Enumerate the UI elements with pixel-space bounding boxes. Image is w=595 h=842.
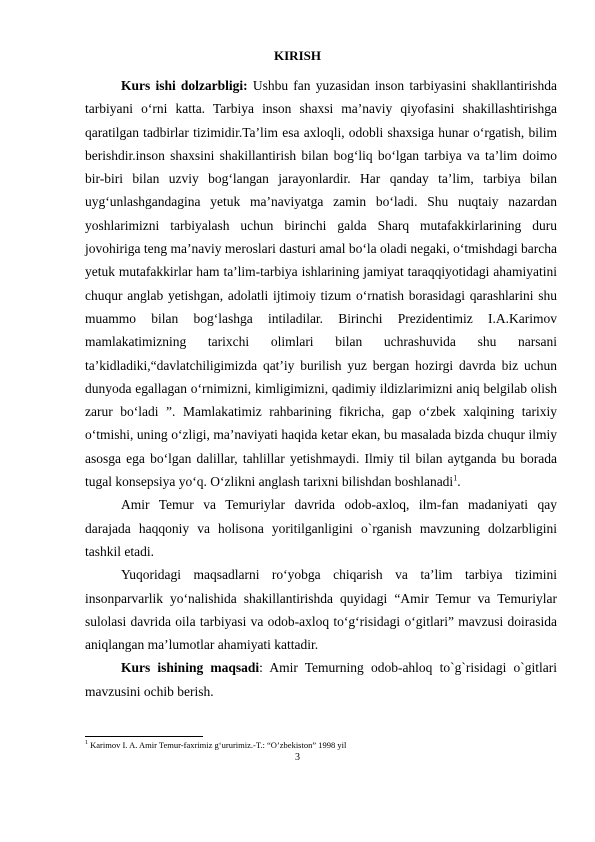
- relevance-label: Kurs ishi dolzarbligi:: [121, 78, 248, 93]
- section-heading: KIRISH: [274, 48, 321, 63]
- paragraph-purpose: [85, 656, 557, 703]
- purpose-label: Kurs ishining maqsadi: [121, 660, 260, 676]
- footnote-mark: 1: [85, 740, 88, 747]
- relevance-text: Ushbu fan yuzasidan inson tarbiyasini shakllantirishda tarbiyani o‘rni katta. Tarbiya inson shaxsi ma’naviy qiyofasini shakillashtirishga qaratilgan tadbirlar tizimidir.Ta’lim esa axloqli, odobli shaxsiga hunar o‘rgatish, bilim berishdir.inson shaxsini shakillantirish bilan bog‘liq bo‘lgan tarbiya va ta’lim doimo bir-biri bilan uzviy bog‘langan jarayonlardir. Har qanday ta’lim, tarbiya bilan uyg‘unlashgandagina yetuk ma’naviyatga zamin bo‘ladi. Shu nuqtaiy nazardan yoshlarimizni tarbiyalash uchun birinchi galda Sharq mutafakkirlarining duru jovohiriga teng ma’naviy meroslari dasturi amal bo‘la oladi negaki, o‘tmishdagi barcha yetuk mutafakkirlar ham ta’lim-tarbiya ishlarining jamiyat taraqqiyotidagi ahamiyatini chuqur anglab yetishgan, adolatli ijtimoiy tizum o‘rnatish borasidagi qarashlarini shu muammo bilan bog‘lashga intiladilar. Birinchi Prezidentimiz I.A.Karimov mamlakatimizning tarixchi olimlari bilan uchrashuvida shu narsani ta’kidladiki,“davlatchiligimizda qat’iy burilish yuz bergan hozirgi davrda biz uchun dunyoda egallagan o‘rnimizni, kimligimizni, qadimiy ildizlarimizni aniq belgilab olish zarur bo‘ladi ”. Mamlakatimiz rahbarining fikricha, gap o‘zbek xalqining tarixiy o‘tmishi, uning o‘zligi, ma’naviyati haqida ketar ekan, bu masalada bizda chuqur ilmiy asosga ega bo‘lgan dalillar, tahlillar yetishmaydi. Ilmiy til bilan aytganda bu borada tugal konsepsiya yo‘q. O‘zlikni anglash tarixni bilishdan boshlanadi: [85, 78, 557, 490]
- footnote-reference[interactable]: 1: [453, 473, 458, 483]
- paragraph-temur-era: Amir Temur va Temuriylar davrida odob-axloq, ilm-fan madaniyati qay darajada haqqoniy va holisona yoritilganligini o`rganish mavzuning dolzarbligini tashkil etadi.: [85, 497, 557, 559]
- paragraph-goals: Yuqoridagi maqsadlarni ro‘yobga chiqarish va ta’lim tarbiya tizimini insonparvarlik yo‘nalishida shakillantirishda quyidagi “Amir Temur va Temuriylar sulolasi davrida oila tarbiyasi va odob-axloq to‘g‘risidagi o‘gitlari” mavzusi doirasida aniqlangan ma’lumotlar ahamiyati kattadir.: [85, 567, 557, 653]
- relevance-end: .: [457, 474, 461, 490]
- footnote-divider: [85, 736, 203, 737]
- paragraph-relevance: [85, 74, 557, 493]
- purpose-text: : Amir Temurning odob-ahloq to`g`risidagi o`gitlari mavzusini ochib berish.: [85, 660, 557, 699]
- body-text: [85, 74, 557, 703]
- footnote-text: Karimov I. A. Amir Temur-faxrimiz g‘ururimiz.-T.: “O’zbekiston” 1998 yil: [88, 740, 347, 750]
- page-number: 3: [295, 752, 300, 763]
- footnote: [85, 740, 346, 751]
